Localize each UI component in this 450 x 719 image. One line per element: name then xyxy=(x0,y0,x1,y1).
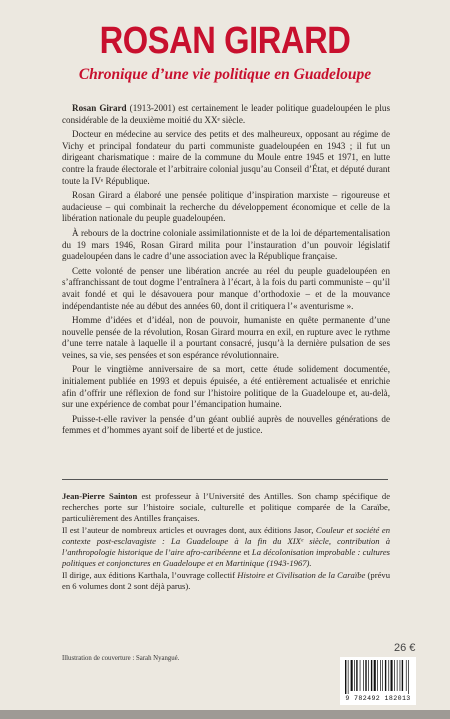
barcode-bar xyxy=(400,660,401,691)
barcode-bar xyxy=(345,660,346,694)
subject-name: Rosan Girard xyxy=(72,103,127,113)
blurb-paragraph-5: Cette volonté de penser une libération ancrée au réel du peuple guadeloupéen en s’affranchissant de tout dogme l’entraînera à l’écart, à la fois du parti communiste – qu’il avait fondé et qui le désavouera pour manque d’orthodoxie – et de la mouvance indépendantiste née au début des années 60, dont il critiquera l’« aventurisme ». xyxy=(62,265,390,311)
barcode-bar xyxy=(354,660,355,691)
book-reference-1: Couleur et société en contexte post-esclavagiste : La Guadeloupe à la fin du XIXᵉ siècle, contribution à l’anthropologie historique de l’aire afro-caribéenne xyxy=(62,525,390,557)
barcode-bar xyxy=(356,660,357,691)
section-divider xyxy=(62,479,388,480)
blurb-paragraph-1: Rosan Girard (1913-2001) est certainement le leader politique guadeloupéen le plus considérable de la deuxième moitié du XXᵉ siècle. xyxy=(62,103,391,125)
blurb-paragraph-8: Puisse-t-elle raviver la pensée d’un géant oublié auprès de nouvelles générations de femmes et d’hommes ayant soif de liberté et de justice. xyxy=(62,413,390,436)
barcode-bar xyxy=(374,660,376,691)
barcode-bar xyxy=(397,660,398,691)
bio-paragraph-2: Il est l’auteur de nombreux articles et ouvrages dont, aux éditions Jasor, Couleur et société en contexte post-esclavagiste : La Guadeloupe à la fin du XIXᵉ siècle, contribution à l’anthropologie historique de l’aire afro-caribéenne et La décolonisation improbable : cultures politiques et conjonctures en Guadeloupe et en Martinique (1943-1967). xyxy=(62,525,390,568)
author-bio xyxy=(62,491,390,593)
barcode-bar xyxy=(388,660,389,691)
barcode xyxy=(340,657,416,705)
barcode-bar xyxy=(360,660,361,691)
barcode-bar xyxy=(371,660,372,691)
blurb-paragraph-6: Homme d’idées et d’idéal, non de pouvoir, humaniste en quête permanente d’une nouvelle pensée de la révolution, Rosan Girard mourra en exil, en rupture avec le rythme d’une terre natale à laquelle il a pourtant consacré, jusqu’à la dernière pulsation de ses veines, sa vie, ses pensées et son espérance révolutionnaire. xyxy=(62,315,390,360)
barcode-bar xyxy=(394,660,395,691)
author-name: Jean-Pierre Sainton xyxy=(62,491,138,501)
barcode-bar xyxy=(380,660,381,691)
bio-paragraph-3: Il dirige, aux éditions Karthala, l’ouvrage collectif Histoire et Civilisation de la Caraïbe (prévu en 6 volumes dont 2 sont déjà parus). xyxy=(62,570,390,591)
bottom-edge-band xyxy=(0,710,450,719)
barcode-bar xyxy=(385,660,386,691)
isbn-number: 9 782492 182013 xyxy=(345,695,411,702)
back-cover-blurb xyxy=(62,103,390,440)
barcode-bar xyxy=(382,660,383,691)
barcode-bar xyxy=(363,660,364,691)
barcode-bar xyxy=(402,660,403,691)
barcode-bars xyxy=(344,660,412,694)
blurb-paragraph-2: Docteur en médecine au service des petits et des malheureux, opposant au régime de Vichy et principal fondateur du parti communiste guadeloupéen en 1943 ; il fut un dirigeant charismatique : maire de la commune du Moule entre 1945 et 1971, en lutte contre la fraude électorale et l’arbitraire colonial jusqu’au Conseil d’État, et député durant toute la IVᵉ République. xyxy=(62,129,390,186)
book-reference-2: La décolonisation improbable : cultures politiques et conjonctures en Guadeloupe et en Martinique (1943-1967). xyxy=(62,547,390,568)
blurb-paragraph-4: À rebours de la doctrine coloniale assimilationniste et de la loi de départementalisation du 19 mars 1946, Rosan Girard milita pour l’instauration d’un pouvoir législatif guadeloupéen dans le cadre d’une association avec la République française. xyxy=(62,227,390,262)
barcode-bar xyxy=(377,660,378,691)
blurb-paragraph-7: Pour le vingtième anniversaire de sa mort, cette étude solidement documentée, initialement publiée en 1993 et depuis épuisée, a été entièrement actualisée et enrichie afin d’offrir une réflexion de fond sur l’histoire politique de la Guadeloupe et, au-delà, sur une expérience de combat pour l’émancipation humaine. xyxy=(62,364,390,410)
barcode-bar xyxy=(408,660,409,694)
barcode-bar xyxy=(406,660,407,691)
barcode-bar xyxy=(391,660,393,691)
book-title: ROSAN GIRARD xyxy=(99,20,351,62)
price-label: 26 € xyxy=(394,642,416,654)
book-reference-3: Histoire et Civilisation de la Caraïbe xyxy=(237,570,366,580)
blurb-paragraph-3: Rosan Girard a élaboré une pensée politique d’inspiration marxiste – rigoureuse et audacieuse – qui combinait la recherche du développement économique et celle de la libération nationale du peuple guadeloupéen. xyxy=(62,190,390,224)
barcode-bar xyxy=(365,660,366,691)
cover-illustration-credit: Illustration de couverture : Sarah Nyangué. xyxy=(62,655,180,662)
barcode-bar xyxy=(348,660,349,694)
book-subtitle: Chronique d’une vie politique en Guadeloupe xyxy=(78,66,372,83)
bio-paragraph-1: Jean-Pierre Sainton est professeur à l’Université des Antilles. Son champ spécifique de recherches porte sur l’histoire sociale, culturelle et politique comparée de la Caraïbe, particulièrement des Antilles françaises. xyxy=(62,491,391,523)
barcode-bar xyxy=(368,660,369,691)
barcode-bar xyxy=(351,660,353,691)
